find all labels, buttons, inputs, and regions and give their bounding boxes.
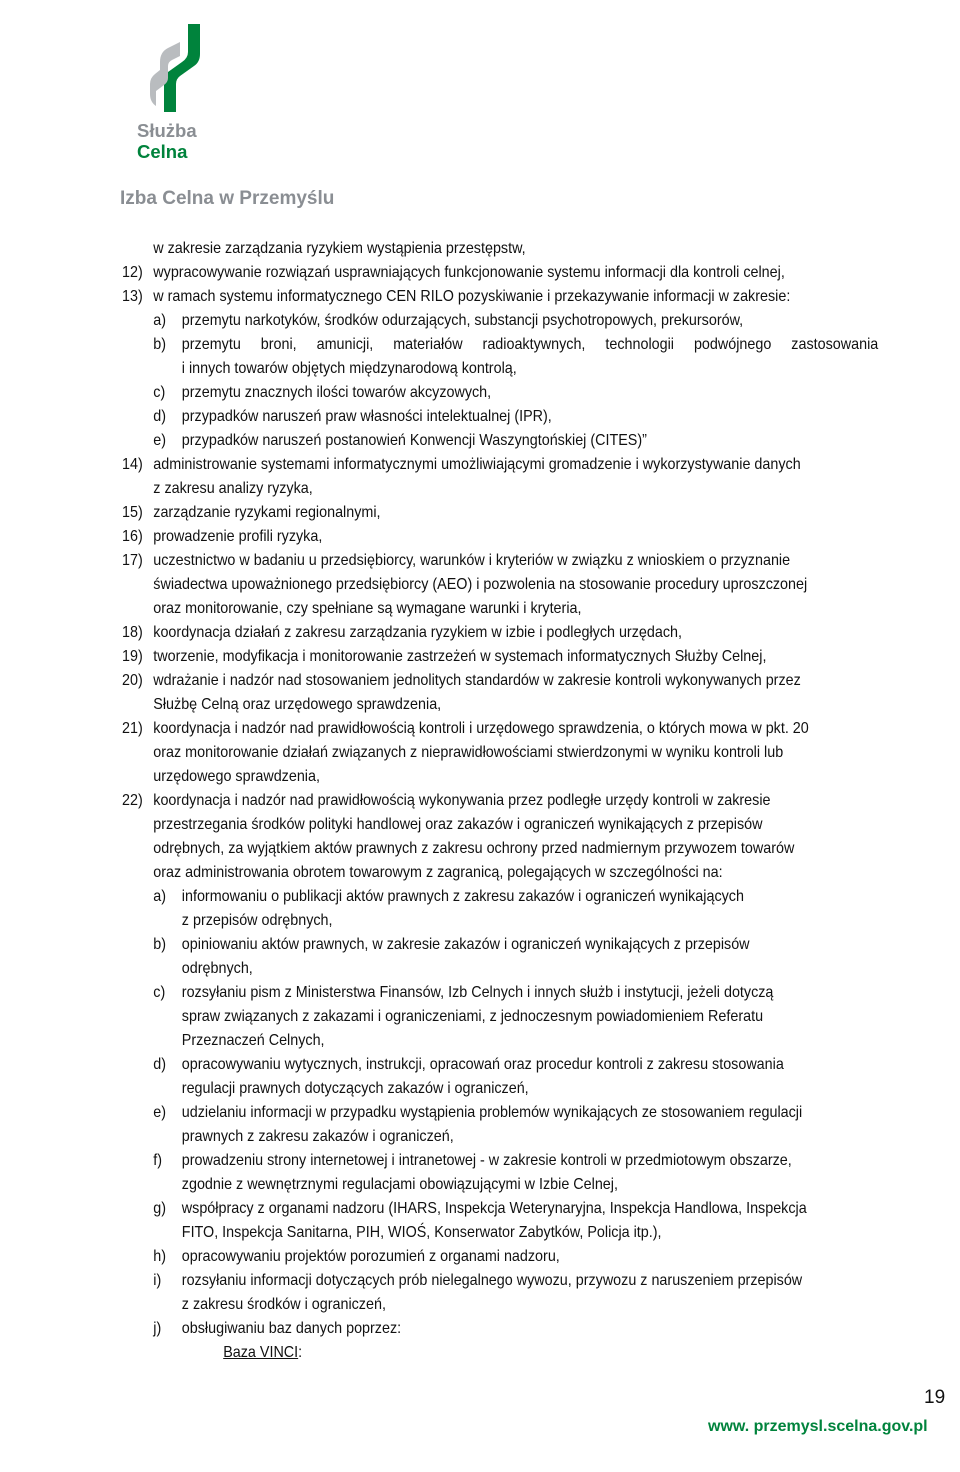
logo-line-2: Celna bbox=[137, 141, 188, 162]
list-item-22h: h) opracowywaniu projektów porozumień z organami nadzoru, bbox=[153, 1248, 560, 1265]
list-item-17: 17) uczestnictwo w badaniu u przedsiębiorcy, warunków i kryteriów w związku z wnioskiem o przyznanie świadectwa upoważnionego przedsiębiorcy (AEO) i pozwolenia na stosowanie procedury uproszczonej oraz monitorowanie, czy spełniane są wymagane warunki i kryteria, bbox=[122, 552, 808, 617]
list-item-22c: c) rozsyłaniu pism z Ministerstwa Finansów, Izb Celnych i innych służb i instytucji, jeżeli dotyczą spraw związanych z zakazami i ograniczeniami, z jednoczesnym powiadomieniem Referatu Przeznaczeń Celnych, bbox=[153, 984, 774, 1049]
sluzba-celna-logo bbox=[138, 22, 218, 118]
baza-vinci-line: Baza VINCI: bbox=[223, 1344, 303, 1361]
list-item-12: 12) wypracowywanie rozwiązań usprawniających funkcjonowanie systemu informacji dla kontroli celnej, bbox=[122, 264, 785, 281]
list-item-18: 18) koordynacja działań z zakresu zarządzania ryzykiem w izbie i podległych urzędach, bbox=[122, 624, 682, 641]
document-body bbox=[122, 237, 878, 1365]
list-item-13b: b) przemytu broni, amunicji, materiałów radioaktywnych, technologii podwójnego zastosowania i innych towarów objętych międzynarodową kontrolą, bbox=[153, 336, 879, 377]
list-item-19: 19) tworzenie, modyfikacja i monitorowanie zastrzeżeń w systemach informatycznych Służby Celnej, bbox=[122, 648, 767, 665]
list-item-14: 14) administrowanie systemami informatycznymi umożliwiającymi gromadzenie i wykorzystywanie danych z zakresu analizy ryzyka, bbox=[122, 456, 801, 497]
footer-url: www. przemysl.scelna.gov.pl bbox=[708, 1418, 928, 1435]
list-item-22f: f) prowadzeniu strony internetowej i intranetowej - w zakresie kontroli w przedmiotowym obszarze, zgodnie z wewnętrznymi regulacjami obowiązującymi w Izbie Celnej, bbox=[153, 1152, 792, 1193]
list-item-13d: d) przypadków naruszeń praw własności intelektualnej (IPR), bbox=[153, 408, 552, 425]
list-item-13a: a) przemytu narkotyków, środków odurzających, substancji psychotropowych, prekursorów, bbox=[153, 312, 744, 329]
list-item-13c: c) przemytu znacznych ilości towarów akcyzowych, bbox=[153, 384, 492, 401]
list-item-22i: i) rozsyłaniu informacji dotyczących prób nielegalnego wywozu, przywozu z naruszeniem przepisów z zakresu środków i ograniczeń, bbox=[153, 1272, 803, 1313]
office-name: Izba Celna w Przemyślu bbox=[120, 188, 335, 209]
page-number: 19 bbox=[924, 1387, 946, 1408]
baza-vinci-heading: Baza VINCI bbox=[223, 1344, 299, 1361]
list-item-22a: a) informowaniu o publikacji aktów prawnych z zakresu zakazów i ograniczeń wynikających z przepisów odrębnych, bbox=[153, 888, 744, 929]
list-item-20: 20) wdrażanie i nadzór nad stosowaniem jednolitych standardów w zakresie kontroli wykonywanych przez Służbę Celną oraz urzędowego sprawdzenia, bbox=[122, 672, 801, 713]
logo-wordmark bbox=[137, 120, 197, 162]
logo-line-1: Służba bbox=[137, 120, 197, 141]
list-item-22e: e) udzielaniu informacji w przypadku wystąpienia problemów wynikających ze stosowaniem regulacji prawnych z zakresu zakazów i ograniczeń, bbox=[153, 1104, 803, 1145]
list-item-22j: j) obsługiwaniu baz danych poprzez: bbox=[153, 1320, 402, 1337]
list-item-22: 22) koordynacja i nadzór nad prawidłowością wykonywania przez podległe urzędy kontroli w zakresie przestrzegania środków polityki handlowej oraz zakazów i ograniczeń wynikających z przepisów odrębnych, za wyjątkiem aktów prawnych z zakresu ochrony przed nadmiernym przywozem towarów oraz administrowania obrotem towarowym z zagranicą, polegających w szczególności na: bbox=[122, 792, 795, 881]
continuation-line: w zakresie zarządzania ryzykiem wystąpienia przestępstw, bbox=[153, 240, 526, 257]
list-item-21: 21) koordynacja i nadzór nad prawidłowością kontroli i urzędowego sprawdzenia, o których mowa w pkt. 20 oraz monitorowanie działań związanych z nieprawidłowościami stwierdzonymi w wyniku kontroli lub urzędowego sprawdzenia, bbox=[122, 720, 809, 785]
list-item-22d: d) opracowywaniu wytycznych, instrukcji, opracowań oraz procedur kontroli z zakresu stosowania regulacji prawnych dotyczących zakazów i ograniczeń, bbox=[153, 1056, 784, 1097]
list-item-13e: e) przypadków naruszeń postanowień Konwencji Waszyngtońskiej (CITES)” bbox=[153, 432, 647, 449]
list-item-16: 16) prowadzenie profili ryzyka, bbox=[122, 528, 323, 545]
list-item-13: 13) w ramach systemu informatycznego CEN RILO pozyskiwanie i przekazywanie informacji w zakresie: bbox=[122, 288, 791, 305]
list-item-22g: g) współpracy z organami nadzoru (IHARS, Inspekcja Weterynaryjna, Inspekcja Handlowa, Inspekcja FITO, Inspekcja Sanitarna, PIH, WIOŚ, Konserwator Zabytków, Policja itp.), bbox=[153, 1200, 807, 1241]
list-item-22b: b) opiniowaniu aktów prawnych, w zakresie zakazów i ograniczeń wynikających z przepisów odrębnych, bbox=[153, 936, 750, 977]
list-item-15: 15) zarządzanie ryzykami regionalnymi, bbox=[122, 504, 381, 521]
